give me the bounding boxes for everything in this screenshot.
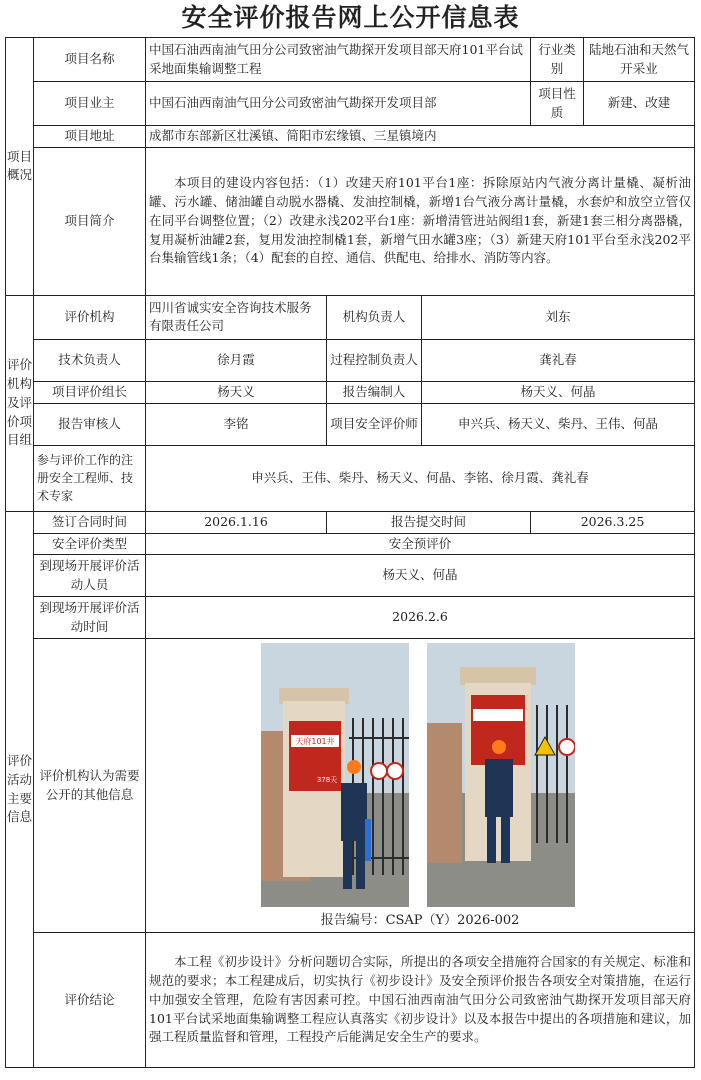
agency-head-value: 刘东 [422,295,695,339]
process-head-value: 龚礼春 [422,339,695,381]
project-nature-value: 新建、改建 [584,82,695,126]
reviewer-value: 李铭 [146,403,327,445]
assessment-type-label: 安全评价类型 [34,533,146,555]
report-author-value: 杨天义、何晶 [422,381,695,403]
info-table [5,37,695,1068]
safety-assessor-value: 申兴兵、杨天义、柴丹、王伟、何晶 [422,403,695,445]
tech-head-label: 技术负责人 [34,339,146,381]
conclusion-value: 本工程《初步设计》分析问题切合实际，所提出的各项安全措施符合国家的有关规定、标准和规范的要求；本工程建成后，切实执行《初步设计》及安全预评价报告各项安全对策措施，在运行中加强安全管理，危险有害因素可控。中国石油西南油气田分公司致密油气勘探开发项目部天府101平台试采地面集输调整工程应认真落实《初步设计》以及本报告中提出的各项措施和建议，加强工程质量监督和管理，工程投产后能满足安全生产的要求。 [146,933,695,1068]
reviewer-label: 报告审核人 [34,403,146,445]
project-address-value: 成都市东部新区壮溪镇、简阳市宏缘镇、三星镇境内 [146,126,695,148]
project-nature-label: 项目性质 [531,82,584,126]
submit-date-value: 2026.3.25 [531,511,695,533]
industry-value: 陆地石油和天然气开采业 [584,38,695,82]
tech-head-value: 徐月霞 [146,339,327,381]
sign-days: 378天 [316,776,338,785]
site-photos-cell [146,639,695,933]
report-number: 报告编号：CSAP（Y）2026-002 [320,912,520,928]
agency-head-label: 机构负责人 [327,295,422,339]
site-photo-right [427,643,575,907]
site-staff-value: 杨天义、何晶 [146,555,695,597]
team-leader-value: 杨天义 [146,381,327,403]
section-institution-label: 评价机构及评价项目组 [6,295,34,511]
agency-label: 评价机构 [34,295,146,339]
section-overview-label: 项目概况 [6,38,34,296]
engineers-value: 申兴兵、王伟、柴丹、杨天义、何晶、李铭、徐月霞、龚礼春 [146,445,695,511]
assessment-type-value: 安全预评价 [146,533,695,555]
safety-assessor-label: 项目安全评价师 [327,403,422,445]
project-owner-value: 中国石油西南油气田分公司致密油气勘探开发项目部 [146,82,531,126]
industry-label: 行业类别 [531,38,584,82]
other-info-label: 评价机构认为需要公开的其他信息 [34,639,146,933]
contract-date-value: 2026.1.16 [146,511,327,533]
report-author-label: 报告编制人 [327,381,422,403]
project-address-label: 项目地址 [34,126,146,148]
contract-date-label: 签订合同时间 [34,511,146,533]
agency-value: 四川省诚实安全咨询技术服务有限责任公司 [146,295,327,339]
site-time-value: 2026.2.6 [146,597,695,639]
team-leader-label: 项目评价组长 [34,381,146,403]
section-activity-label: 评价活动主要信息 [6,511,34,1068]
site-photo-left [261,643,409,907]
conclusion-label: 评价结论 [34,933,146,1068]
project-intro-value: 本项目的建设内容包括：（1）改建天府101平台1座：拆除原站内气液分离计量橇、凝析油罐、污水罐、储油罐自动脱水器橇、发油控制橇，新增1台气液分离计量橇，水套炉和放空立管仅在同平台调整位置；（2）改建永浅202平台1座：新增清管进站阀组1套，新建1套三相分离器橇，复用凝析油罐2套，复用发油控制橇1套，新增气田水罐3座；（3）新建天府101平台至永浅202平台集输管线1条；（4）配套的自控、通信、供配电、给排水、消防等内容。 [146,147,695,295]
project-owner-label: 项目业主 [34,82,146,126]
project-name-value: 中国石油西南油气田分公司致密油气勘探开发项目部天府101平台试采地面集输调整工程 [146,38,531,82]
site-staff-label: 到现场开展评价活动人员 [34,555,146,597]
project-name-label: 项目名称 [34,38,146,82]
page-title: 安全评价报告网上公开信息表 [181,3,520,32]
site-time-label: 到现场开展评价活动时间 [34,597,146,639]
project-intro-label: 项目简介 [34,147,146,295]
submit-date-label: 报告提交时间 [327,511,531,533]
process-head-label: 过程控制负责人 [327,339,422,381]
engineers-label: 参与评价工作的注册安全工程师、技术专家 [34,445,146,511]
sign-well-name: 天府101井 [295,737,335,747]
